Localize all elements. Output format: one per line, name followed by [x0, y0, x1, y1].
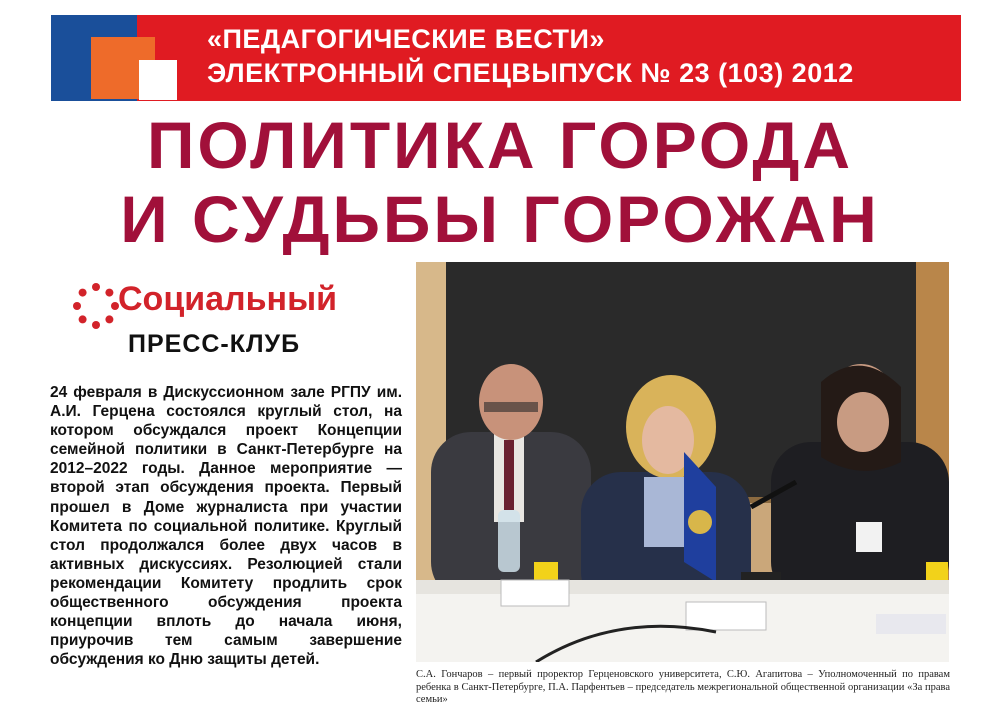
- article-paragraph: 24 февраля в Дискуссионном зале РГПУ им. А.И. Герцена состоялся круглый стол, на котором обсуждался проект Концепции семейной политики в Санкт-Петербурге на 2012–2022 годы. Данное мероприятие — второй этап обсуждения проекта. Первый прошел в Доме журналиста при участии Комитета по социальной политике. Круглый стол продолжался более двух часов в активных дискуссиях. Резолюцией стали рекомендации Комитету продлить срок общественного обсуждения проекта концепции вплоть до начала июня, приурочив тем самым завершение обсуждения ко Дню защиты детей.: [50, 384, 402, 669]
- headline-line-1: ПОЛИТИКА ГОРОДА: [146, 108, 854, 182]
- photo-caption: С.А. Гончаров – первый проректор Герценовского университета, С.Ю. Агапитова – Уполномоченный по правам ребенка в Санкт-Петербурге, П.А. Парфентьев – председатель межрегиональной общественной организации «За права семьи»: [416, 669, 950, 705]
- masthead-issue: ЭЛЕКТРОННЫЙ СПЕЦВЫПУСК № 23 (103) 2012: [207, 58, 854, 88]
- logo-white-square: [139, 60, 177, 100]
- event-photo: [416, 262, 949, 662]
- masthead-title: «ПЕДАГОГИЧЕСКИЕ ВЕСТИ»: [207, 24, 605, 54]
- article-body: [50, 383, 402, 669]
- headline-line-2: И СУДЬБЫ ГОРОЖАН: [120, 182, 880, 256]
- press-club-subtitle: ПРЕСС-КЛУБ: [128, 330, 301, 358]
- press-club-name: Социальный: [118, 280, 338, 318]
- press-club-ring-icon: [73, 283, 119, 329]
